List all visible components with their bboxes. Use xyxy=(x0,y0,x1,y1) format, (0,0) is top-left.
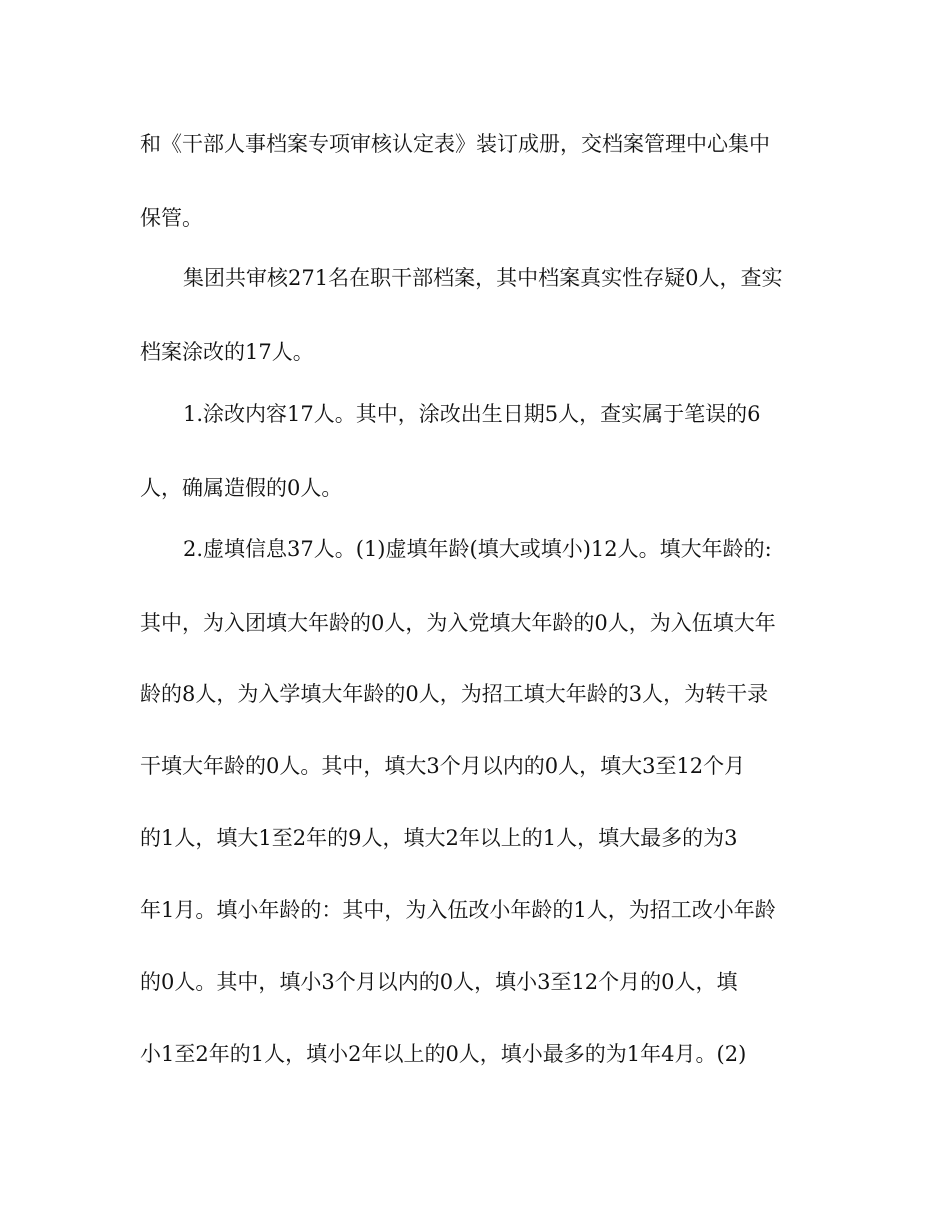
text-line: 其中，为入团填大年龄的0人，为入党填大年龄的0人，为入伍填大年 xyxy=(140,611,776,635)
text-line: 干填大年龄的0人。其中，填大3个月以内的0人，填大3至12个月 xyxy=(140,754,746,778)
paragraph-start-line: 集团共审核271名在职干部档案，其中档案真实性存疑0人，查实 xyxy=(183,266,783,290)
text-line: 人，确属造假的0人。 xyxy=(140,476,343,500)
paragraph-start-line: 1.涂改内容17人。其中，涂改出生日期5人，查实属于笔误的6 xyxy=(183,402,761,426)
text-line: 档案涂改的17人。 xyxy=(140,340,314,364)
text-line: 小1至2年的1人，填小2年以上的0人，填小最多的为1年4月。(2) xyxy=(140,1042,747,1066)
text-line: 年1月。填小年龄的：其中，为入伍改小年龄的1人，为招工改小年龄 xyxy=(140,898,776,922)
text-line: 龄的8人，为入学填大年龄的0人，为招工填大年龄的3人，为转干录 xyxy=(140,682,769,706)
text-line: 保管。 xyxy=(140,206,203,230)
text-line: 的1人，填大1至2年的9人，填大2年以上的1人，填大最多的为3 xyxy=(140,826,738,850)
text-line: 的0人。其中，填小3个月以内的0人，填小3至12个月的0人，填 xyxy=(140,970,738,994)
paragraph-start-line: 2.虚填信息37人。(1)虚填年龄(填大或填小)12人。填大年龄的: xyxy=(183,537,772,561)
text-line: 和《干部人事档案专项审核认定表》装订成册，交档案管理中心集中 xyxy=(140,132,770,156)
